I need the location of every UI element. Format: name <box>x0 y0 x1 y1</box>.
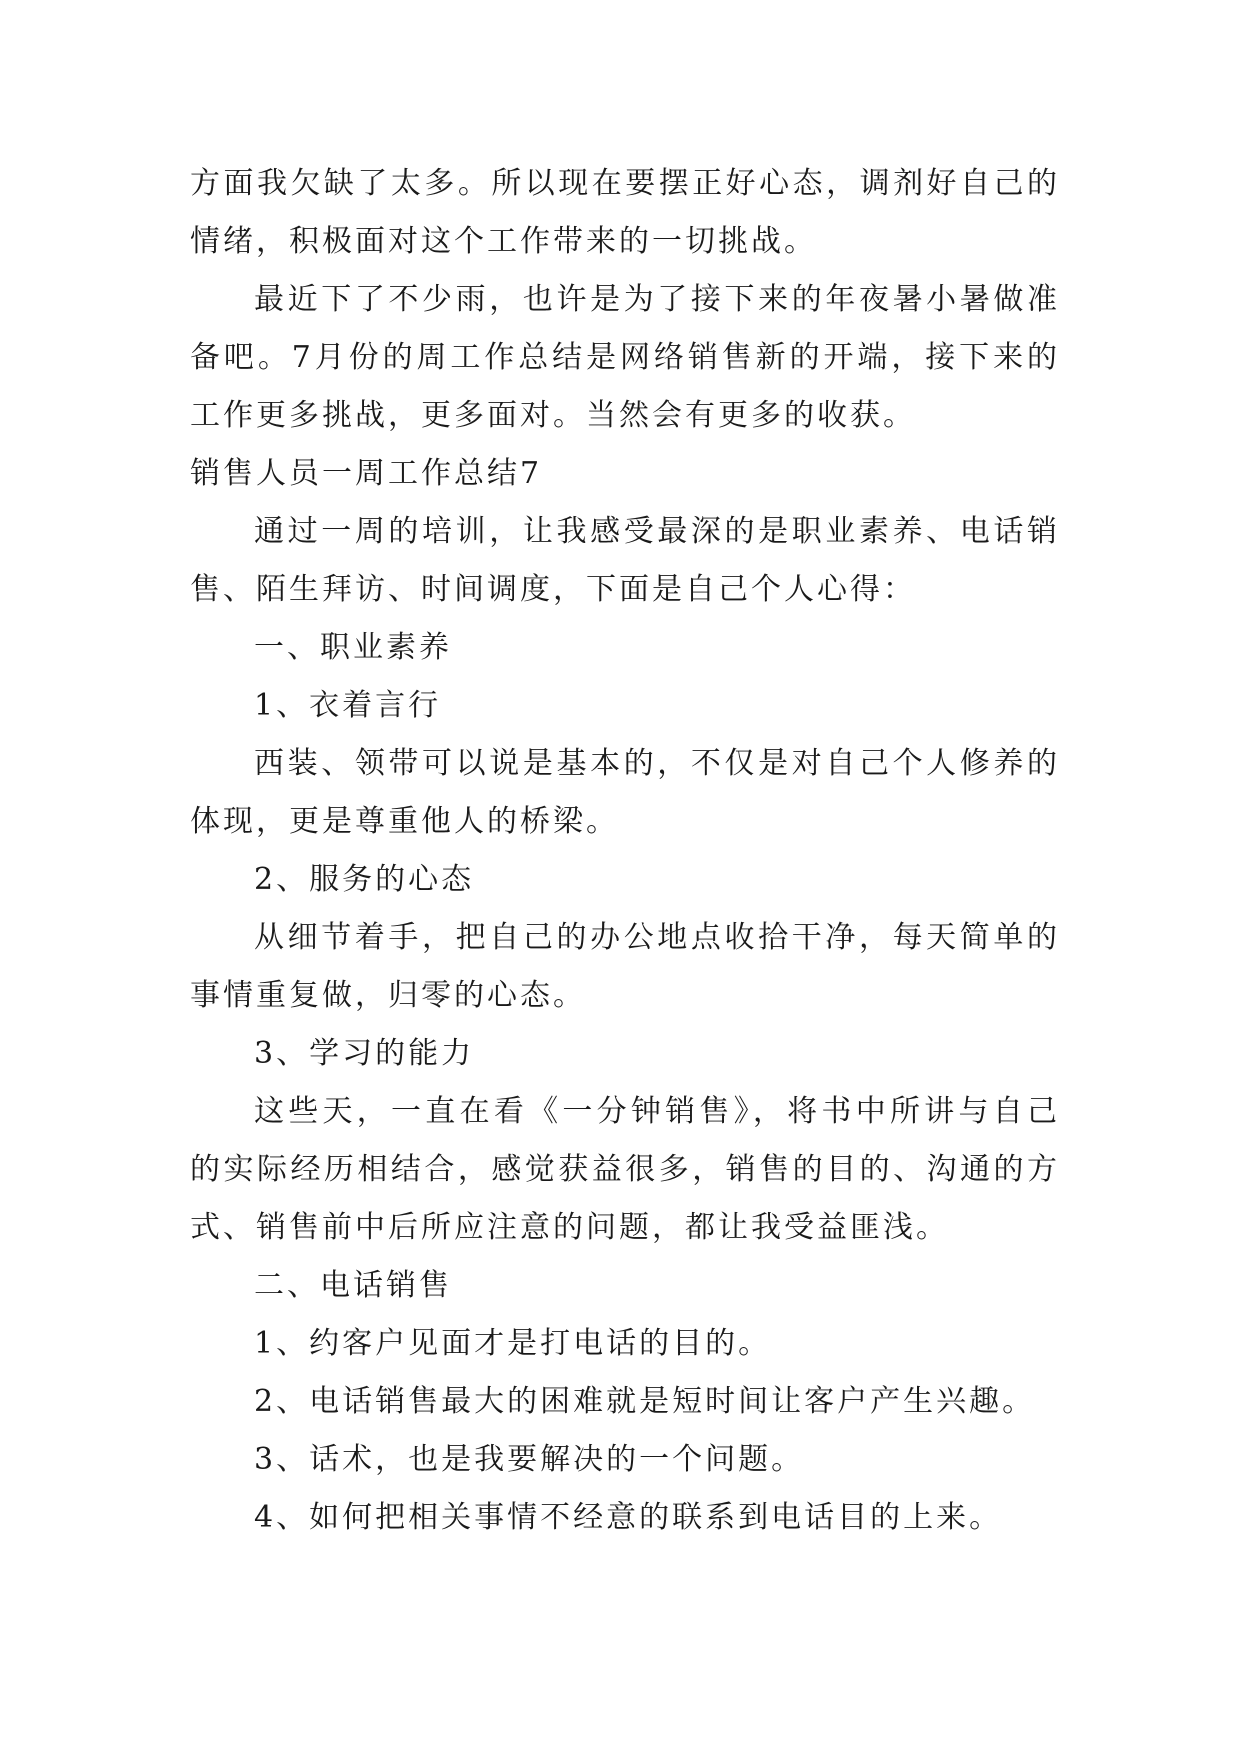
document-body <box>190 155 1060 1547</box>
list-item-phone-1: 1、约客户见面才是打电话的目的。 <box>254 1326 772 1361</box>
paragraph-learning-ability: 这些天，一直在看《一分钟销售》，将书中所讲与自己的实际经历相结合，感觉获益很多，销售的目的、沟通的方式、销售前中后所应注意的问题，都让我受益匪浅。 <box>190 1094 1060 1245</box>
heading-phone-sales: 二、电话销售 <box>254 1268 452 1303</box>
paragraph-rain: 最近下了不少雨，也许是为了接下来的年夜暑小暑做准备吧。7月份的周工作总结是网络销售新的开端，接下来的工作更多挑战，更多面对。当然会有更多的收获。 <box>190 282 1060 433</box>
subheading-learning-ability: 3、学习的能力 <box>254 1036 475 1071</box>
paragraph-intro: 通过一周的培训，让我感受最深的是职业素养、电话销售、陌生拜访、时间调度，下面是自己个人心得： <box>190 514 1060 607</box>
list-item-phone-4: 4、如何把相关事情不经意的联系到电话目的上来。 <box>254 1500 1003 1535</box>
list-item-phone-2: 2、电话销售最大的困难就是短时间让客户产生兴趣。 <box>254 1384 1036 1419</box>
subheading-attire: 1、衣着言行 <box>254 688 442 723</box>
heading-professional-quality: 一、职业素养 <box>254 630 452 665</box>
paragraph-attire: 西装、领带可以说是基本的，不仅是对自己个人修养的体现，更是尊重他人的桥梁。 <box>190 746 1060 839</box>
paragraph-service-attitude: 从细节着手，把自己的办公地点收拾干净，每天简单的事情重复做，归零的心态。 <box>190 920 1060 1013</box>
subheading-service-attitude: 2、服务的心态 <box>254 862 475 897</box>
paragraph-continuation: 方面我欠缺了太多。所以现在要摆正好心态，调剂好自己的情绪，积极面对这个工作带来的一切挑战。 <box>190 166 1060 259</box>
list-item-phone-3: 3、话术，也是我要解决的一个问题。 <box>254 1442 805 1477</box>
section-title: 销售人员一周工作总结7 <box>190 456 543 491</box>
